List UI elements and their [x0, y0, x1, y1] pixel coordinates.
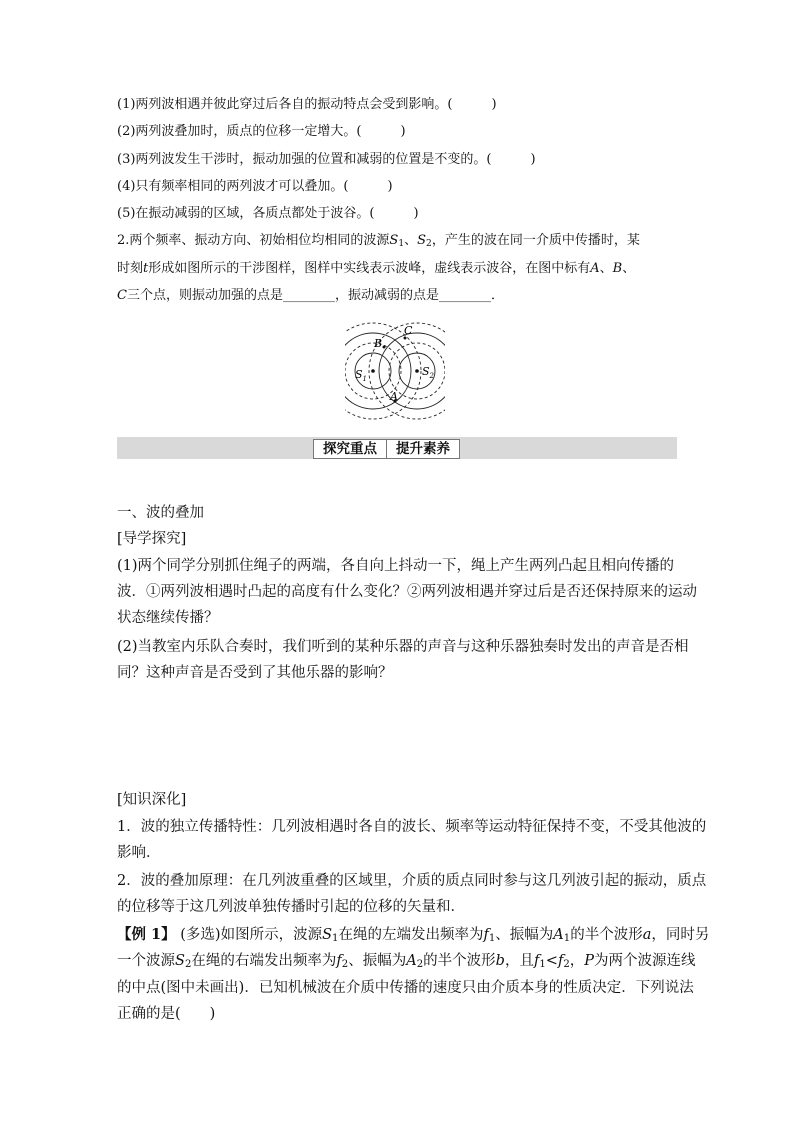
label-b: B: [374, 337, 383, 350]
judge-q1: (1)两列波相遇并彼此穿过后各自的振动特点会受到影响。( ): [117, 97, 497, 112]
knowledge-1-line-1: 1．波的独立传播特性：几列波相遇时各自的波长、频率等运动特征保持不变，不受其他波的: [117, 819, 707, 835]
banner-right-label: 提升素养: [386, 440, 459, 458]
judge-q3: (3)两列波发生干涉时，振动加强的位置和减弱的位置是不变的。( ): [117, 152, 536, 167]
section-banner: [313, 439, 460, 459]
example-line-2: 一个波源$S_2$在绳的右端发出频率为$f_2$、振幅为$A_2$的半个波形b，且$f_1<f_2$，P为两个波源连线: [117, 953, 696, 970]
example-label: 【例 1】: [117, 926, 176, 943]
guide-heading: [导学探究]: [117, 531, 187, 547]
guide-p2-line-2: 同？这种声音是否受到了其他乐器的影响？: [117, 665, 393, 681]
judge-q5: (5)在振动减弱的区域，各质点都处于波谷。( ): [117, 206, 419, 221]
knowledge-2-line-1: 2．波的叠加原理：在几列波重叠的区域里，介质的质点同时参与这几列波引起的振动，质点: [117, 873, 707, 889]
label-s1: $S_1$: [355, 368, 368, 383]
knowledge-heading: [知识深化]: [117, 792, 187, 808]
guide-p1-line-2: 波．①两列波相遇时凸起的高度有什么变化？②两列波相遇并穿过后是否还保持原来的运动: [117, 584, 697, 600]
point-b-dot: [383, 346, 386, 349]
example-line-4: 正确的是( ): [117, 1006, 216, 1022]
source-s2-dot: [415, 369, 419, 373]
guide-p2-line-1: (2)当教室内乐队合奏时，我们听到的某种乐器的声音与这种乐器独奏时发出的声音是否相: [117, 639, 689, 655]
knowledge-2-line-2: 的位移等于这几列波单独传播时引起的位移的矢量和．: [117, 899, 465, 915]
source-s1-dot: [371, 369, 375, 373]
section-title: 一、波的叠加: [117, 505, 204, 521]
q2-line-1: 2.两个频率、振动方向、初始相位均相同的波源$S_1$、$S_2$，产生的波在同一介质中传播时，某: [117, 233, 640, 249]
q2-line-2: 时刻t形成如图所示的干涉图样，图样中实线表示波峰，虚线表示波谷，在图中标有A、B、: [117, 261, 636, 276]
interference-figure: [345, 313, 445, 425]
example-line-3: 的中点(图中未画出)．已知机械波在介质中传播的速度只由介质本身的性质决定．下列说法: [117, 980, 694, 996]
guide-p1-line-1: (1)两个同学分别抓住绳子的两端，各自向上抖动一下，绳上产生两列凸起且相向传播的: [117, 558, 675, 574]
judge-q4: (4)只有频率相同的两列波才可以叠加。( ): [117, 179, 393, 194]
knowledge-1-line-2: 影响．: [117, 845, 161, 861]
banner-left-label: 探究重点: [323, 441, 377, 457]
judge-q2: (2)两列波叠加时，质点的位移一定增大。( ): [117, 124, 406, 139]
example-line-1: 【例 1】 (多选)如图所示，波源$S_1$在绳的左端发出频率为$f_1$、振幅为$A_1$的半个波形a，同时另: [117, 926, 710, 944]
label-a: A: [390, 390, 398, 403]
label-s2: $S_2$: [422, 365, 435, 380]
guide-p1-line-3: 状态继续传播？: [117, 610, 219, 626]
q2-line-3: C三个点，则振动加强的点是________，振动减弱的点是________．: [117, 288, 504, 303]
label-c: C: [404, 324, 413, 337]
